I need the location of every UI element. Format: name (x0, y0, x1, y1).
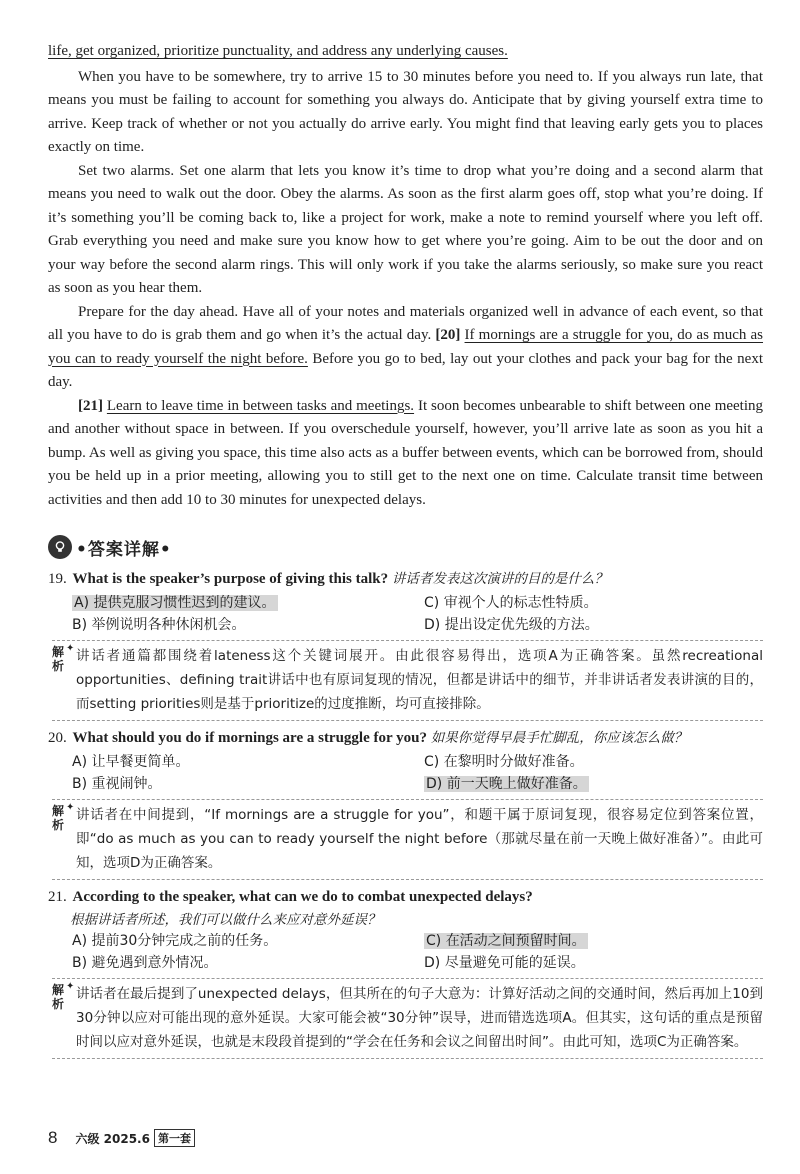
passage-paragraph-1: When you have to be somewhere, try to arrive 15 to 30 minutes before you need to. If you always run late, that means you must be failing to account for something you always do. Anticipate that by giving yourself extra time to arrive. Keep track of whether or not you actually do arrive early. You might find that leaving early gets you to places exactly on time. (48, 68, 763, 155)
options-21 (48, 930, 763, 974)
question-translation: 讲话者发表这次演讲的目的是什么？ (391, 571, 608, 587)
analysis-tag: 解析 (52, 804, 65, 832)
answer-section-header (48, 532, 763, 562)
passage-paragraph-3 (48, 301, 763, 395)
option-text: C) 在活动之间预留时间。 (426, 933, 586, 949)
analysis-21 (52, 978, 763, 1059)
option-c: C) 在黎明时分做好准备。 (424, 754, 584, 770)
volume-label: 第一套 (154, 1129, 195, 1147)
option-text: A) 提供克服习惯性迟到的建议。 (74, 595, 276, 611)
option-text: D) 前一天晚上做好准备。 (426, 776, 587, 792)
question-marker-21: [21] (78, 397, 103, 414)
option-a (72, 592, 424, 614)
option-d: D) 提出设定优先级的方法。 (424, 617, 599, 633)
underlined-sentence: life, get organized, prioritize punctuality, and address any underlying causes. (48, 43, 508, 59)
option-d (424, 773, 776, 795)
star-icon: ✦ (66, 643, 75, 654)
option-c (424, 930, 776, 952)
question-number: 21. (48, 889, 67, 905)
passage-continuation (48, 40, 763, 64)
paragraph-text: Prepare for the day ahead. Have all of your notes and materials organized well in advance of each event, so that all you have to do is grab them and go when it’s the actual day. (48, 303, 763, 343)
analysis-20 (52, 799, 763, 880)
question-19 (48, 568, 763, 590)
question-text: What is the speaker’s purpose of giving this talk? (72, 571, 389, 587)
option-b: B) 重视闹钟。 (72, 776, 162, 792)
section-title: •答案详解• (76, 539, 172, 560)
option-a: A) 提前30分钟完成之前的任务。 (72, 933, 278, 949)
passage-paragraph-4 (48, 395, 763, 513)
option-c: C) 审视个人的标志性特质。 (424, 595, 598, 611)
analysis-text: 讲话者通篇都围绕着lateness这个关键词展开。由此很容易得出，选项A为正确答案。虽然recreational opportunities、defining trait讲话中也有原词复现的情况，但都是讲话中的细节，并非讲话者发表讲演的目的，而setting priorities则是基于prioritize的过度推断，均可直接排除。 (76, 648, 763, 712)
option-a: A) 让早餐更简单。 (72, 754, 190, 770)
question-translation: 根据讲话者所述，我们可以做什么来应对意外延误？ (70, 912, 381, 928)
question-21 (48, 886, 763, 908)
analysis-19 (52, 640, 763, 721)
option-b: B) 避免遇到意外情况。 (72, 955, 218, 971)
page-content (48, 40, 763, 1059)
question-text: What should you do if mornings are a struggle for you? (72, 730, 427, 746)
answer-sentence-20: If mornings are a struggle for you, do as much as you can to ready yourself the night before. (48, 327, 764, 367)
options-20 (48, 751, 763, 795)
analysis-text: 讲话者在最后提到了unexpected delays，但其所在的句子大意为：计算好活动之间的交通时间，然后再加上10到30分钟以应对可能出现的意外延误。大家可能会被“30分钟”误导，进而错选选项A。但其实，这句话的重点是预留时间以应对意外延误，也就是末段段首提到的“学会在任务和会议之间留出时间”。由此可知，选项C为正确答案。 (76, 986, 763, 1050)
question-number: 19. (48, 571, 67, 587)
lightbulb-icon (48, 535, 72, 559)
analysis-text: 讲话者在中间提到，“If mornings are a struggle for you”，和题干属于原词复现，很容易定位到答案位置，即“do as much as you can to ready yourself the night before（那就尽量在前一天晚上做好准备）”。由此可知，选项D为正确答案。 (76, 807, 763, 871)
question-translation: 如果你觉得早晨手忙脚乱，你应该怎么做？ (430, 730, 688, 746)
star-icon: ✦ (66, 981, 75, 992)
analysis-tag: 解析 (52, 645, 65, 673)
issue-label: 六级 2025.6 (75, 1131, 150, 1146)
paragraph-text: It soon becomes unbearable to shift between one meeting and another without space in between. If you overschedule yourself, however, you’ll arrive late as soon as you hit a bump. As well as giving you space, this time also acts as a buffer between events, which can be borrowed from, should you be held up in a prior meeting, allowing you to still get to the next one on time. Calculate transit time between activities and then add 10 to 30 minutes for unexpected delays. (48, 397, 764, 508)
analysis-tag: 解析 (52, 983, 65, 1011)
paragraph-text: Before you go to bed, lay out your clothes and pack your bag for the next day. (48, 350, 763, 390)
answer-sentence-21: Learn to leave time in between tasks and meetings. (106, 397, 415, 414)
question-number: 20. (48, 730, 67, 746)
question-20 (48, 727, 763, 749)
options-19 (48, 592, 763, 636)
question-marker-20: [20] (435, 327, 461, 343)
question-text: According to the speaker, what can we do to combat unexpected delays? (72, 889, 533, 905)
page-footer (48, 1128, 195, 1148)
option-b: B) 举例说明各种休闲机会。 (72, 617, 246, 633)
passage-paragraph-2: Set two alarms. Set one alarm that lets you know it’s time to drop what you’re doing and a second alarm that means you need to walk out the door. Obey the alarms. As soon as the first alarm goes off, stop what you’re doing. If it’s something you’ll be coming back to, like a project for work, make a note to remind yourself where you left off. Grab everything you need and make sure you know how to get where you’re going. Aim to be out the door and on your way before the second alarm rings. This will only work if you take the alarms seriously, so make sure you react as soon as you hear them. (48, 162, 763, 296)
option-d: D) 尽量避免可能的延误。 (424, 955, 585, 971)
star-icon: ✦ (66, 802, 75, 813)
page-number: 8 (48, 1128, 58, 1147)
